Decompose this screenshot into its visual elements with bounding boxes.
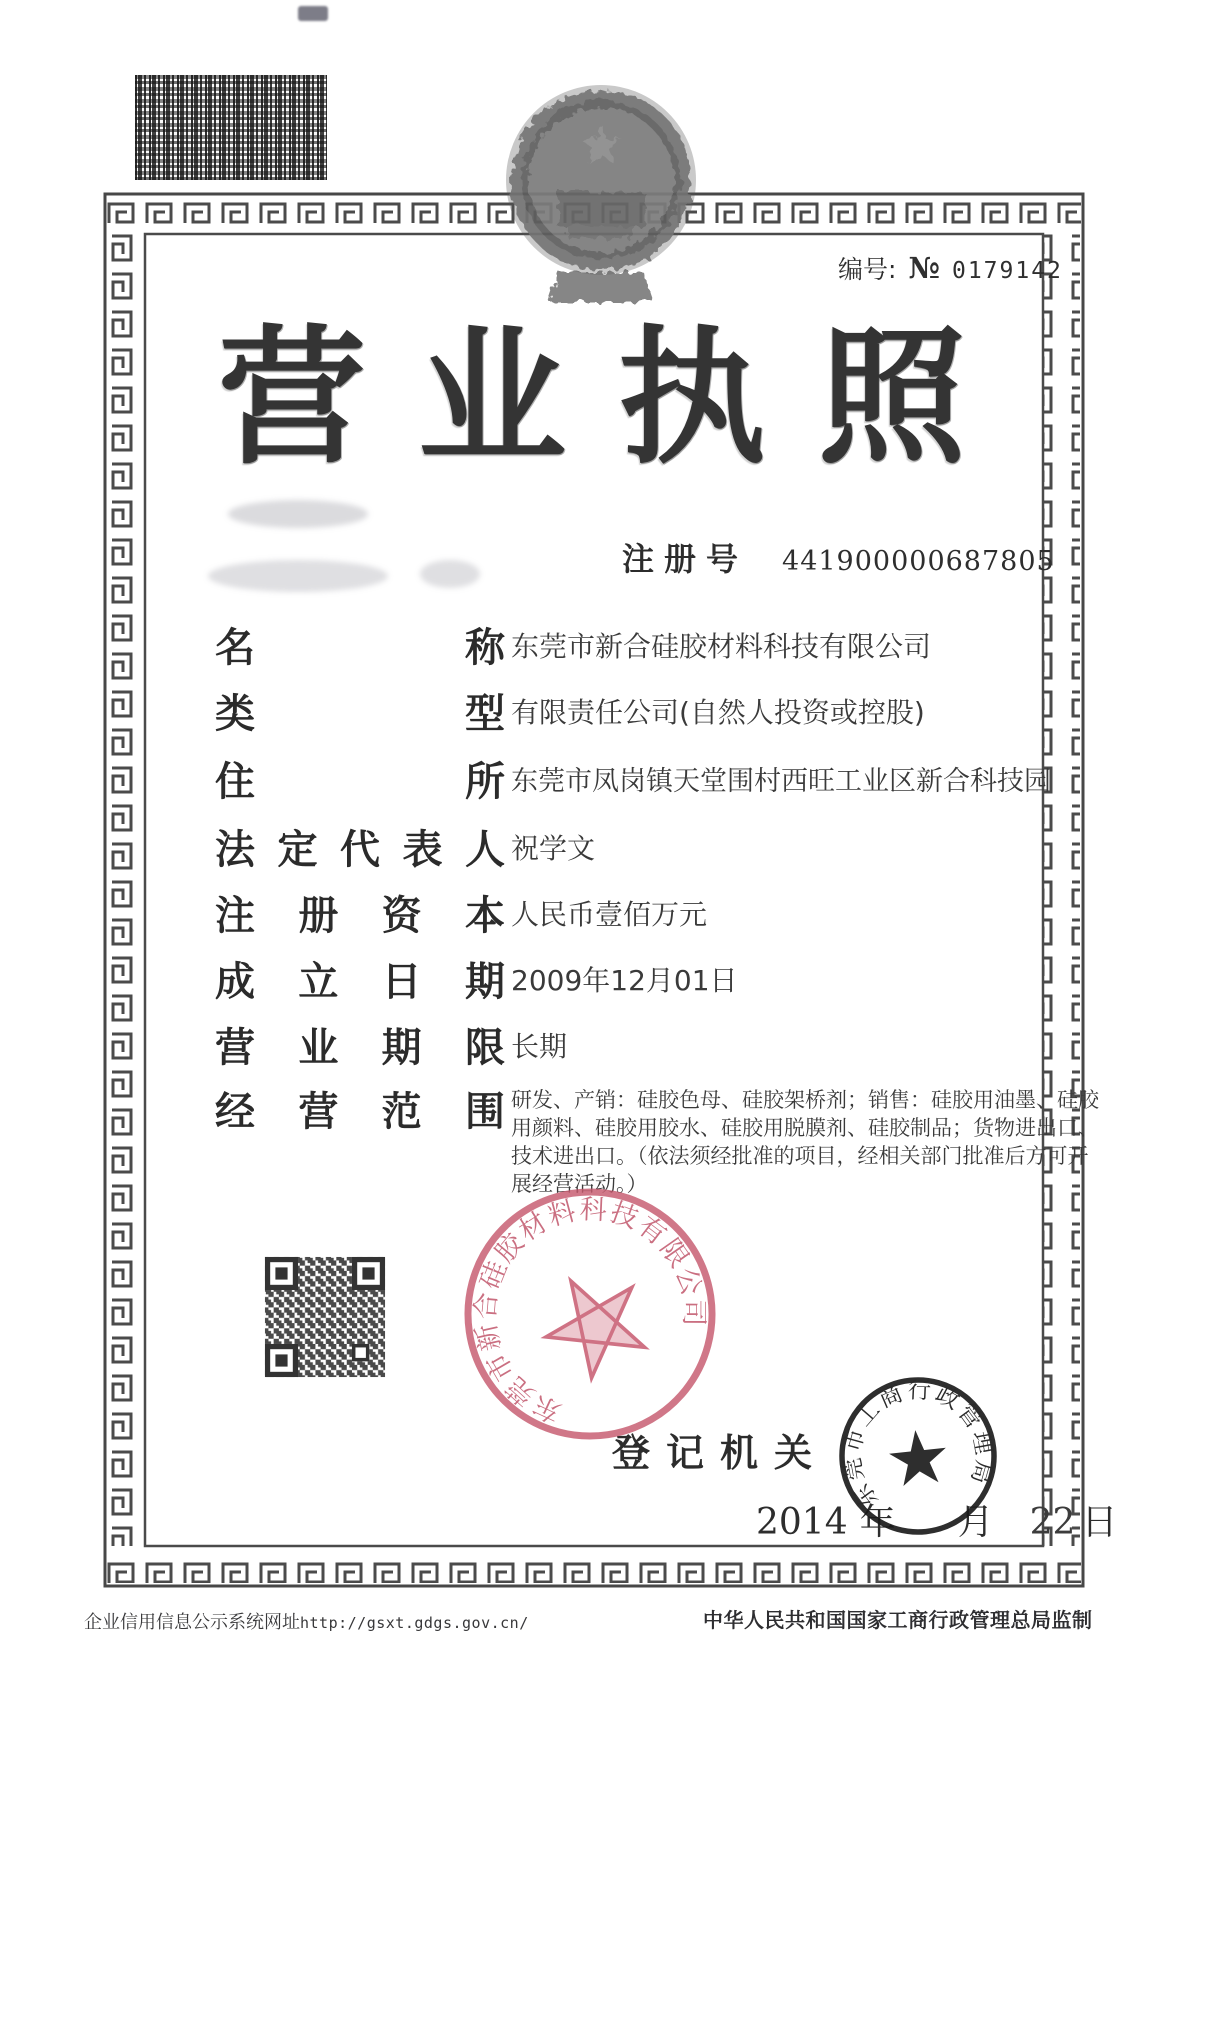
footer-issuer-note: 中华人民共和国国家工商行政管理总局监制: [703, 1608, 1093, 1632]
field-value: 祝学文: [511, 832, 596, 865]
scan-artifact: [420, 560, 480, 588]
seal-star-icon: [887, 1427, 949, 1487]
border-strip: [1044, 234, 1080, 1546]
field-label: 经营范围: [215, 1088, 505, 1135]
numero-mark: №: [908, 251, 940, 285]
field-value: 东莞市凤岗镇天堂围村西旺工业区新合科技园: [511, 766, 1051, 797]
field-value: 东莞市新合硅胶材料科技有限公司: [511, 630, 932, 663]
scan-artifact: [298, 6, 328, 21]
field-value: 人民币壹佰万元: [511, 898, 708, 931]
footer-site-url: http://gsxt.gdgs.gov.cn/: [300, 1614, 529, 1632]
registration-number: 441900000687805: [782, 546, 1055, 577]
serial-label: 编号:: [838, 255, 897, 284]
date-month-unit: 月: [957, 1502, 994, 1543]
field-label: 营业期限: [215, 1024, 505, 1071]
field-label: 成立日期: [215, 958, 505, 1005]
date-day-value: 22: [1029, 1502, 1076, 1543]
serial-number: 0179142: [951, 258, 1063, 284]
registry-seal-stamp: [828, 1366, 1008, 1546]
date-year: 2014: [756, 1502, 848, 1543]
registration-label: 注册号: [622, 540, 749, 578]
registry-authority-label: 登记机关: [612, 1430, 829, 1475]
field-value: 研发、产销：硅胶色母、硅胶架桥剂；销售：硅胶用油墨、硅胶用颜料、硅胶用胶水、硅胶用脱膜剂、硅胶制品；货物进出口、技术进出口。（依法须经批准的项目，经相关部门批准后方可开展经营活动。）: [511, 1088, 1099, 1196]
field-label: 法定代表人: [215, 826, 505, 873]
field-label: 住所: [215, 758, 505, 805]
stacked-barcode-icon: [135, 75, 327, 180]
field-label: 类型: [215, 690, 505, 737]
footer-public-system-note: [84, 1608, 529, 1634]
scan-artifact: [228, 500, 368, 528]
certificate-title: 营业执照: [218, 312, 1018, 484]
registry-seal-text: 东莞市工商行政管理局: [838, 1377, 998, 1513]
date-year-unit: 年: [859, 1502, 896, 1543]
field-value: 长期: [511, 1030, 568, 1063]
company-seal-text: 东莞市新合硅胶材料科技有限公司: [470, 1194, 709, 1428]
footer-site-label: 企业信用信息公示系统网址: [84, 1612, 300, 1633]
scan-artifact: [208, 560, 388, 592]
qr-code-icon: [258, 1250, 392, 1384]
field-label: 注册资本: [215, 892, 505, 939]
serial-number-line: [838, 250, 1063, 286]
field-label: 名称: [215, 624, 505, 671]
registration-number-line: [622, 534, 1055, 580]
date-day-unit: 日: [1081, 1502, 1118, 1543]
seal-star-icon: [528, 1256, 661, 1387]
border-strip: [108, 234, 144, 1546]
field-value: 2009年12月01日: [511, 964, 738, 997]
prc-national-emblem-icon: [497, 80, 705, 306]
field-value: 有限责任公司(自然人投资或控股): [511, 696, 925, 729]
border-strip: [107, 1547, 1081, 1583]
